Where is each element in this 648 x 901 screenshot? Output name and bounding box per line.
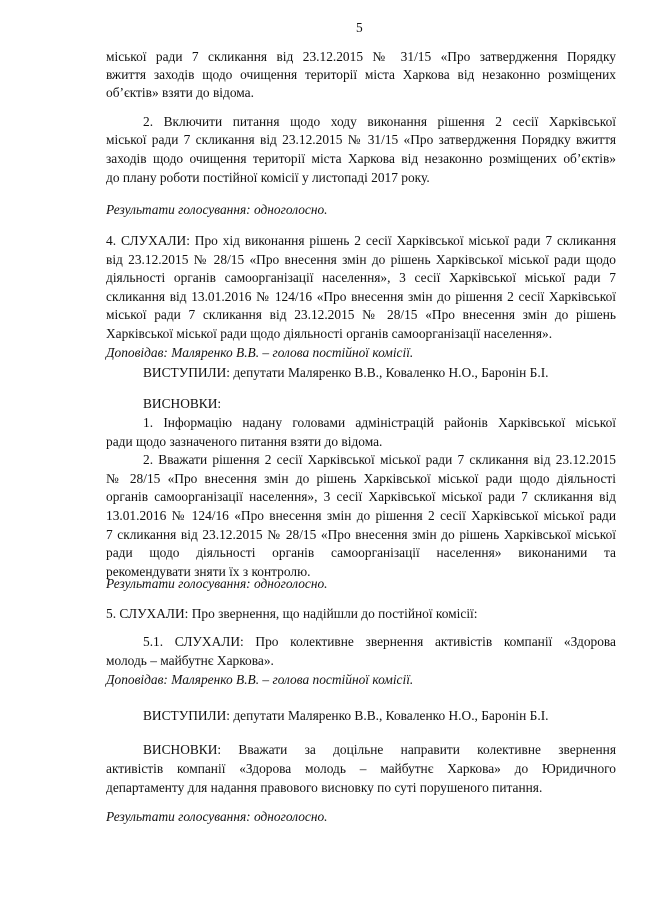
text-line: від 23.12.2015 № 28/15 «Про внесення змін до рішень Харківської міської ради щодо [106,252,616,267]
text-line: ради щодо діяльності органів самоорганізації населення» виконаними та [106,545,616,560]
text-line: заходів щодо очищення території міста Харкова від незаконно розміщених об’єктів» [106,151,616,166]
text-line: ВИСТУПИЛИ: депутати Маляренко В.В., Коваленко Н.О., Баронін Б.І. [143,365,549,380]
text-line: міської ради 7 скликання від 23.12.2015 № 31/15 «Про затвердження Порядку вжиття [106,132,616,147]
text-line: молодь – майбутнє Харкова». [106,653,274,668]
italic-note-line: Результати голосування: одноголосно. [106,202,328,217]
text-line: 13.01.2016 № 124/16 «Про внесення змін до рішення 2 сесії Харківської міської ради [106,508,616,523]
text-line: 7 скликання від 23.12.2015 № 28/15 «Про внесення змін до рішень Харківської міської [106,527,616,542]
text-line: скликання від 13.01.2016 № 124/16 «Про внесення змін до рішення 2 сесії Харківської [106,289,616,304]
italic-note-line: Результати голосування: одноголосно. [106,809,328,824]
text-line: до плану роботи постійної комісії у листопаді 2017 року. [106,170,430,185]
text-line: ВИСНОВКИ: Вважати за доцільне направити колективне звернення [143,742,616,757]
italic-note-line: Доповідав: Маляренко В.В. – голова постійної комісії. [106,672,414,687]
text-line: ради щодо зазначеного питання взяти до відома. [106,434,383,449]
text-line: міської ради 7 скликання від 23.12.2015 № 28/15 «Про внесення змін до рішень [106,307,616,322]
text-line: органів самоорганізації населення», 3 сесії Харківської міської ради 7 скликання від [106,489,616,504]
text-line: Харківської міської ради щодо діяльності органів самоорганізації населення». [106,326,553,341]
text-line: № 28/15 «Про внесення змін до рішень Харківської міської ради щодо діяльності [106,471,616,486]
text-line: об’єктів» взяти до відома. [106,85,254,100]
page-number: 5 [356,20,363,35]
text-line: 2. Включити питання щодо ходу виконання рішення 2 сесії Харківської [143,114,616,129]
text-line: 4. СЛУХАЛИ: Про хід виконання рішень 2 сесії Харківської міської ради 7 скликання [106,233,616,248]
text-line: вжиття заходів щодо очищення території міста Харкова від незаконно розміщених [106,67,616,82]
text-line: міської ради 7 скликання від 23.12.2015 № 31/15 «Про затвердження Порядку [106,49,616,64]
italic-note-line: Результати голосування: одноголосно. [106,576,328,591]
text-line: ВИСНОВКИ: [143,396,222,411]
text-line: 5.1. СЛУХАЛИ: Про колективне звернення активістів компанії «Здорова [143,634,616,649]
text-line: департаменту для надання правового висновку по суті порушеного питання. [106,780,543,795]
text-line: 1. Інформацію надану головами адміністрацій районів Харківської міської [143,415,616,430]
text-line: діяльності органів самоорганізації населення», 3 сесії Харківської міської ради 7 [106,270,616,285]
text-line: активістів компанії «Здорова молодь – майбутнє Харкова» до Юридичного [106,761,616,776]
text-line: 2. Вважати рішення 2 сесії Харківської міської ради 7 скликання від 23.12.2015 [143,452,616,467]
text-line: рекомендувати зняти їх з контролю. [106,564,311,579]
text-line: ВИСТУПИЛИ: депутати Маляренко В.В., Коваленко Н.О., Баронін Б.І. [143,708,549,723]
text-line: 5. СЛУХАЛИ: Про звернення, що надійшли до постійної комісії: [106,606,478,621]
italic-note-line: Доповідав: Маляренко В.В. – голова постійної комісії. [106,345,414,360]
